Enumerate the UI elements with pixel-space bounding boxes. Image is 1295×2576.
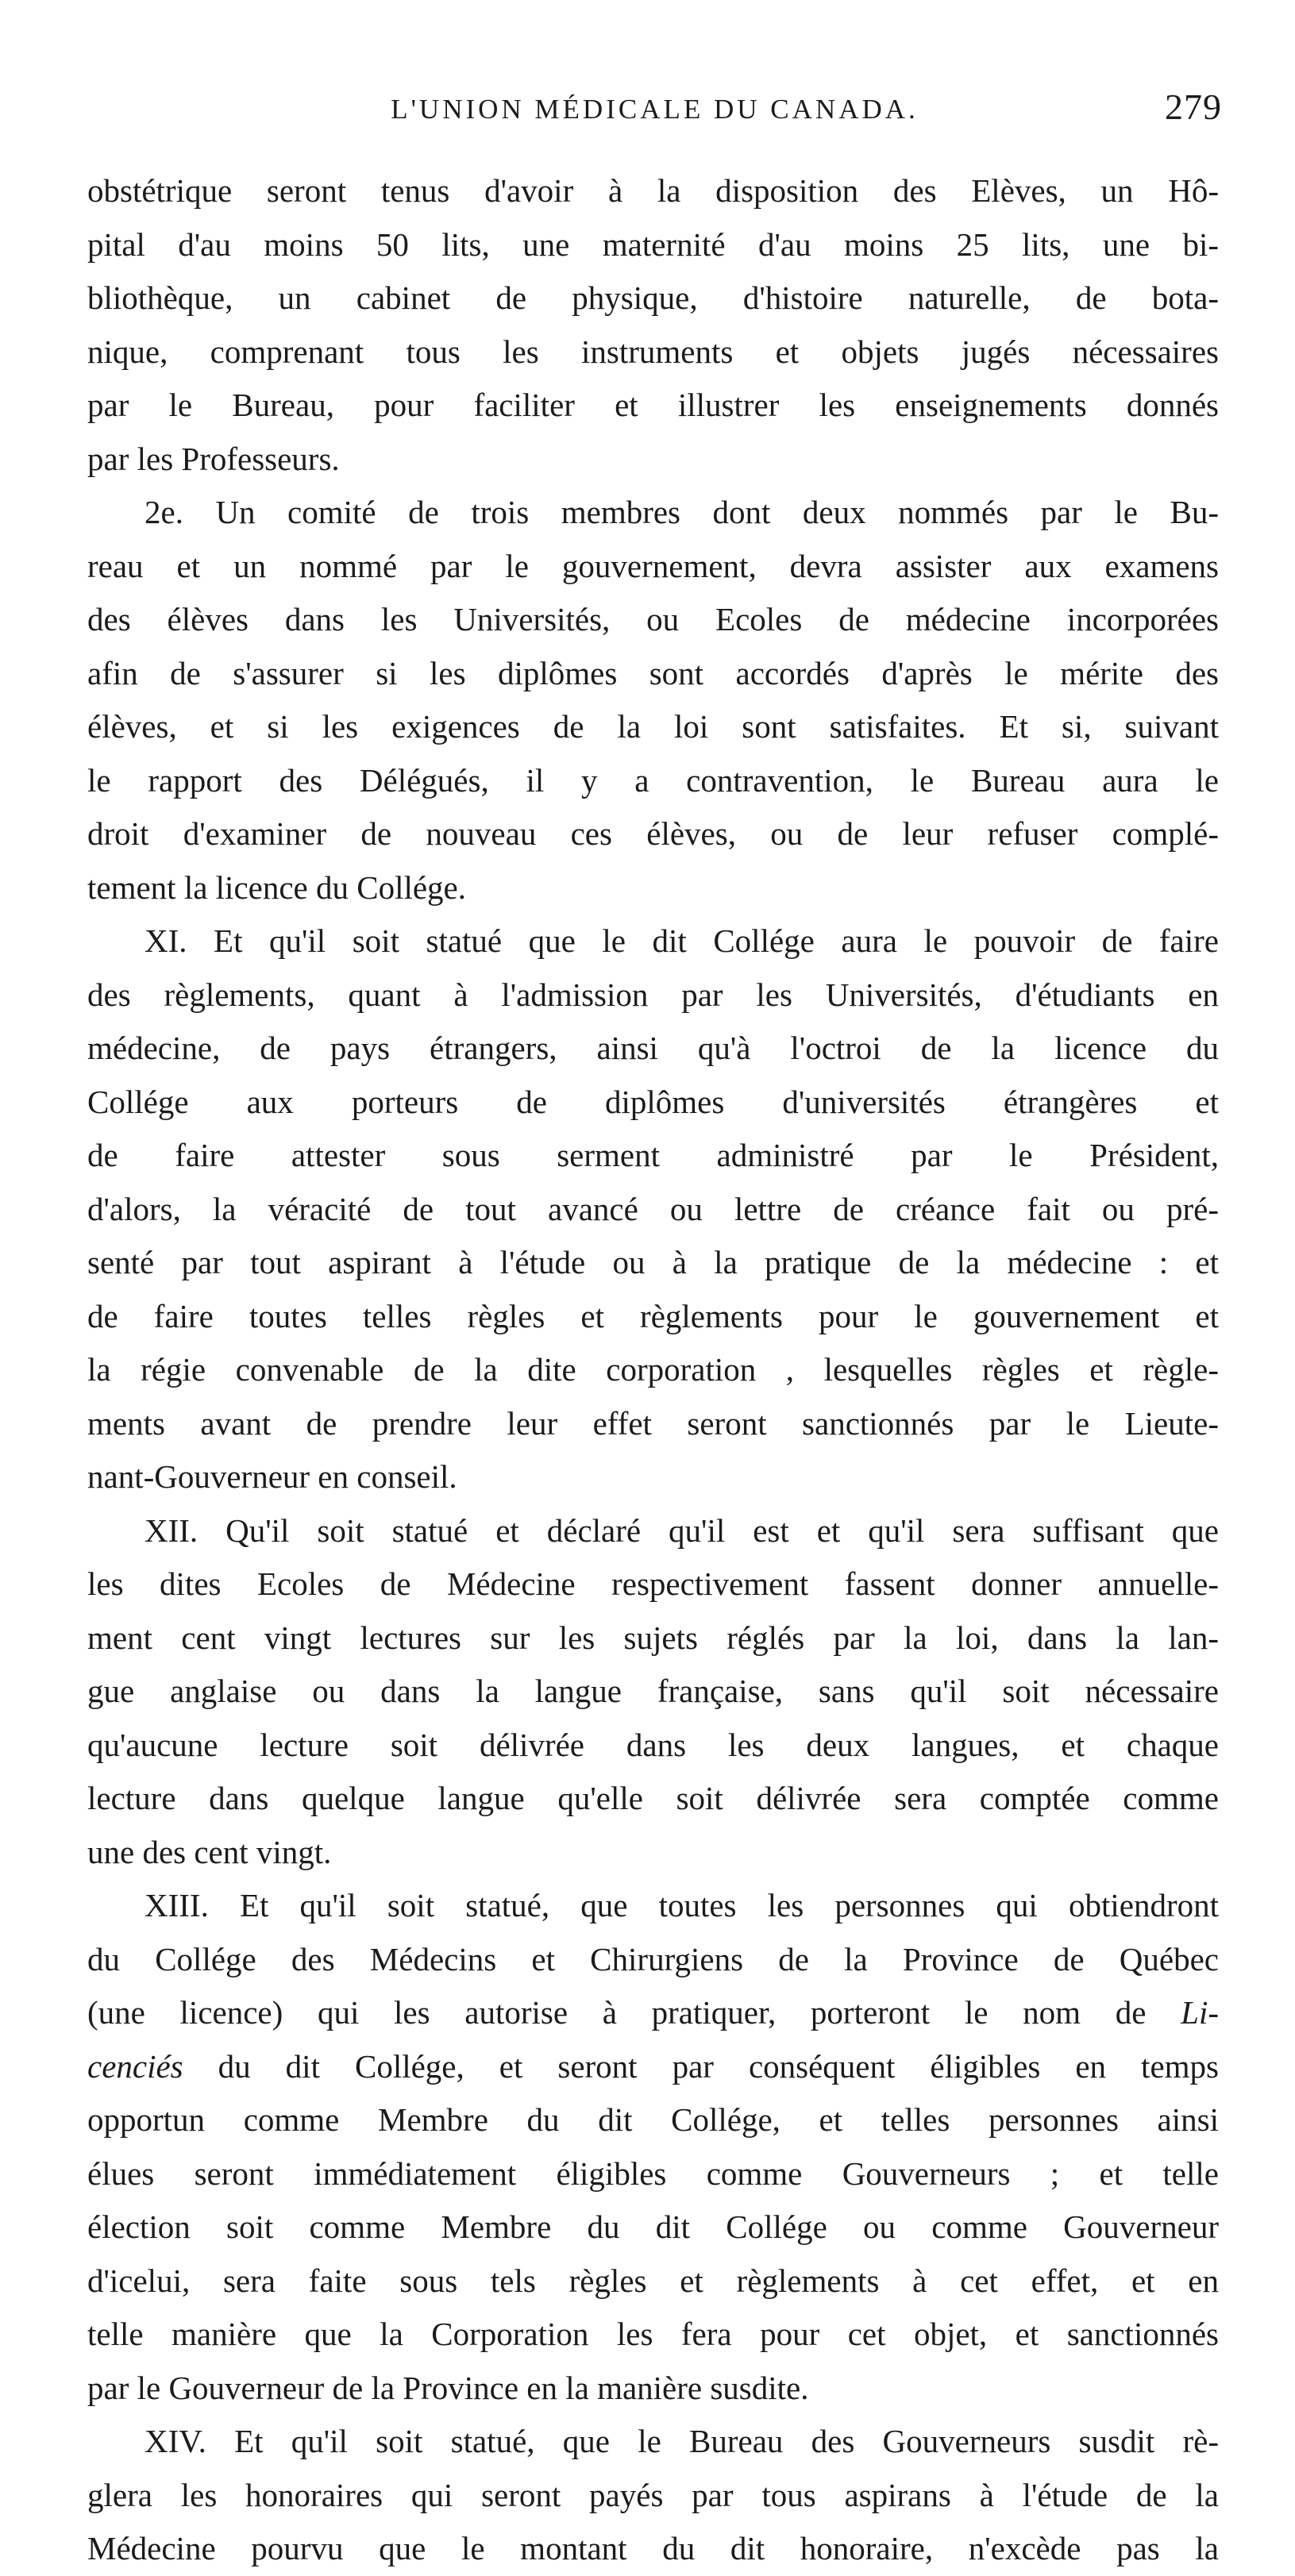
text-line: par le Bureau, pour faciliter et illustrer les enseignements donnés <box>87 387 1219 423</box>
text-line: cenciés du dit Collége, et seront par conséquent éligibles en temps <box>87 2047 1219 2085</box>
text-line: Collége aux porteurs de diplômes d'universités étrangères et <box>87 1083 1219 1120</box>
text-line: opportun comme Membre du dit Collége, et telles personnes ainsi <box>87 2101 1219 2138</box>
text-line: pital d'au moins 50 lits, une maternité d'au moins 25 lits, une bi- <box>87 225 1219 263</box>
text-line: élues seront immédiatement éligibles comme Gouverneurs ; et telle <box>87 2154 1219 2192</box>
text-line: bliothèque, un cabinet de physique, d'histoire naturelle, de bota- <box>87 279 1219 316</box>
text-line: tement la licence du Collége. <box>87 868 467 906</box>
text-line: droit d'examiner de nouveau ces élèves, ou de leur refuser complé- <box>87 815 1219 852</box>
running-title: L'UNION MÉDICALE DU CANADA. <box>391 94 919 125</box>
text-line: de faire toutes telles règles et règlements pour le gouvernement et <box>87 1297 1219 1334</box>
text-line: reau et un nommé par le gouvernement, devra assister aux examens <box>87 547 1219 584</box>
text-line: 2e. Un comité de trois membres dont deux nommés par le Bu- <box>145 494 1219 530</box>
text-line: élèves, et si les exigences de la loi sont satisfaites. Et si, suivant <box>87 708 1219 745</box>
text-line: des règlements, quant à l'admission par les Universités, d'étudiants en <box>87 976 1219 1013</box>
text-line: senté par tout aspirant à l'étude ou à la pratique de la médecine : et <box>87 1244 1219 1280</box>
text-line: XII. Qu'il soit statué et déclaré qu'il est et qu'il sera suffisant que <box>145 1511 1219 1549</box>
running-header <box>87 79 1222 135</box>
text-line: la régie convenable de la dite corporation , lesquelles règles et règle- <box>87 1351 1219 1388</box>
text-line: ments avant de prendre leur effet seront sanctionnés par le Lieute- <box>87 1404 1219 1442</box>
text-line: d'icelui, sera faite sous tels règles et règlements à cet effet, et en <box>87 2262 1219 2299</box>
body-text <box>87 164 1219 2576</box>
text-line: par le Gouverneur de la Province en la manière susdite. <box>87 2369 809 2406</box>
text-line: le rapport des Délégués, il y a contravention, le Bureau aura le <box>87 761 1219 799</box>
text-line: glera les honoraires qui seront payés par tous aspirans à l'étude de la <box>87 2476 1219 2513</box>
text-line: (une licence) qui les autorise à pratiquer, porteront le nom de Li- <box>87 1994 1219 2031</box>
text-line: nant-Gouverneur en conseil. <box>87 1458 457 1495</box>
text-line: nique, comprenant tous les instruments et objets jugés nécessaires <box>87 333 1219 370</box>
text-line: par les Professeurs. <box>87 440 340 477</box>
text-line: afin de s'assurer si les diplômes sont accordés d'après le mérite des <box>87 654 1219 691</box>
text-line: obstétrique seront tenus d'avoir à la disposition des Elèves, un Hô- <box>87 172 1219 209</box>
text-line: XIV. Et qu'il soit statué, que le Bureau des Gouverneurs susdit rè- <box>145 2423 1219 2459</box>
text-line: lecture dans quelque langue qu'elle soit délivrée sera comptée comme <box>87 1780 1219 1816</box>
text-line: gue anglaise ou dans la langue française, sans qu'il soit nécessaire <box>87 1673 1219 1709</box>
text-line: qu'aucune lecture soit délivrée dans les deux langues, et chaque <box>87 1726 1219 1763</box>
text-line: des élèves dans les Universités, ou Ecoles de médecine incorporées <box>87 601 1219 637</box>
text-line: médecine, de pays étrangers, ainsi qu'à l'octroi de la licence du <box>87 1030 1219 1066</box>
text-line: ment cent vingt lectures sur les sujets réglés par la loi, dans la lan- <box>87 1619 1219 1656</box>
text-line: Médecine pourvu que le montant du dit honoraire, n'excède pas la <box>87 2530 1219 2566</box>
text-line: telle manière que la Corporation les fera pour cet objet, et sanctionnés <box>87 2316 1219 2352</box>
text-line: XIII. Et qu'il soit statué, que toutes les personnes qui obtiendront <box>145 1887 1219 1923</box>
page-number: 279 <box>1165 87 1222 127</box>
text-line: une des cent vingt. <box>87 1833 332 1870</box>
text-line: du Collége des Médecins et Chirurgiens de la Province de Québec <box>87 1940 1219 1977</box>
text-line: d'alors, la véracité de tout avancé ou lettre de créance fait ou pré- <box>87 1190 1219 1227</box>
text-line: de faire attester sous serment administré par le Président, <box>87 1137 1219 1173</box>
text-line: les dites Ecoles de Médecine respectivement fassent donner annuelle- <box>87 1565 1219 1602</box>
text-line: XI. Et qu'il soit statué que le dit Collége aura le pouvoir de faire <box>145 922 1219 959</box>
text-line: élection soit comme Membre du dit Collége ou comme Gouverneur <box>87 2208 1219 2245</box>
